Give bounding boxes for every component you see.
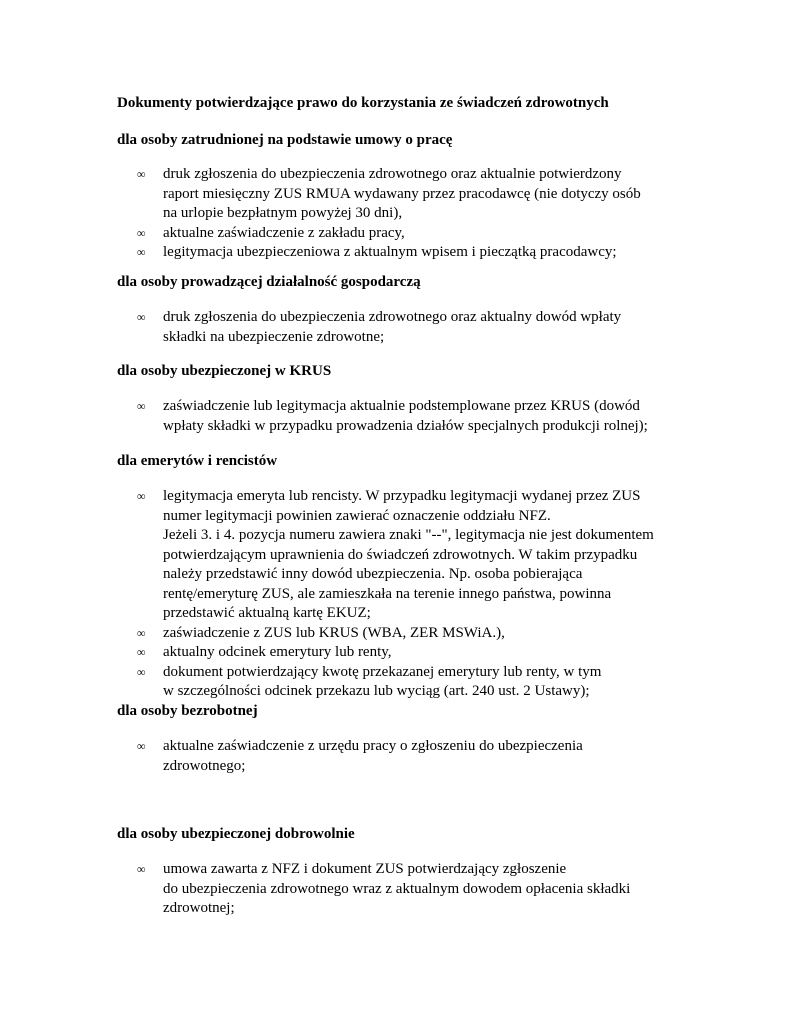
item-line: składki na ubezpieczenie zdrowotne; bbox=[163, 328, 385, 345]
bullet-list bbox=[0, 308, 621, 347]
item-line: zdrowotnej; bbox=[163, 900, 235, 916]
infinity-bullet-icon: ∞ bbox=[137, 310, 146, 324]
item-line: potwierdzającym uprawnienia do świadczeń zdrowotnych. W takim przypadku bbox=[163, 546, 638, 563]
infinity-bullet-icon: ∞ bbox=[137, 625, 146, 640]
section-heading: dla emerytów i rencistów bbox=[117, 453, 278, 469]
list-item bbox=[0, 165, 641, 224]
infinity-bullet-icon: ∞ bbox=[137, 739, 146, 753]
list-item bbox=[0, 308, 621, 347]
infinity-bullet-icon: ∞ bbox=[137, 245, 146, 259]
item-line: zaświadczenie lub legitymacja aktualnie podstemplowane przez KRUS (dowód bbox=[163, 398, 640, 414]
item-line: aktualne zaświadczenie z urzędu pracy o zgłoszeniu do ubezpieczenia bbox=[163, 738, 583, 754]
list-item bbox=[0, 663, 654, 702]
bullet-list bbox=[0, 397, 648, 436]
section-heading: dla osoby prowadzącej działalność gospodarczą bbox=[117, 274, 421, 290]
item-line: aktualne zaświadczenie z zakładu pracy, bbox=[163, 224, 405, 241]
item-line: zaświadczenie z ZUS lub KRUS (WBA, ZER MSWiA.), bbox=[163, 624, 505, 641]
item-line: rentę/emeryturę ZUS, ale zamieszkała na terenie innego państwa, powinna bbox=[163, 585, 612, 602]
infinity-bullet-icon: ∞ bbox=[137, 862, 146, 876]
bullet-list bbox=[0, 737, 583, 776]
item-line: umowa zawarta z NFZ i dokument ZUS potwierdzający zgłoszenie bbox=[163, 861, 567, 877]
item-line: raport miesięczny ZUS RMUA wydawany przez pracodawcę (nie dotyczy osób bbox=[163, 185, 641, 202]
item-line: należy przedstawić inny dowód ubezpieczenia. Np. osoba pobierająca bbox=[163, 566, 583, 582]
item-line: legitymacja ubezpieczeniowa z aktualnym wpisem i pieczątką pracodawcy; bbox=[163, 244, 617, 260]
item-line: druk zgłoszenia do ubezpieczenia zdrowotnego oraz aktualnie potwierdzony bbox=[163, 166, 622, 182]
section-heading: dla osoby ubezpieczonej w KRUS bbox=[117, 363, 332, 379]
item-line: wpłaty składki w przypadku prowadzenia działów specjalnych produkcji rolnej); bbox=[163, 417, 648, 434]
infinity-bullet-icon: ∞ bbox=[137, 225, 146, 240]
infinity-bullet-icon: ∞ bbox=[137, 645, 146, 659]
item-line: legitymacja emeryta lub rencisty. W przypadku legitymacji wydanej przez ZUS bbox=[163, 488, 641, 504]
infinity-bullet-icon: ∞ bbox=[137, 167, 146, 181]
list-item bbox=[0, 487, 654, 624]
list-item bbox=[0, 624, 654, 644]
item-line: druk zgłoszenia do ubezpieczenia zdrowotnego oraz aktualny dowód wpłaty bbox=[163, 309, 622, 325]
section-heading: dla osoby ubezpieczonej dobrowolnie bbox=[117, 826, 355, 842]
list-item bbox=[0, 643, 654, 663]
bullet-list bbox=[0, 860, 630, 919]
bullet-list bbox=[0, 165, 641, 263]
document-title: Dokumenty potwierdzające prawo do korzystania ze świadczeń zdrowotnych bbox=[117, 95, 609, 111]
item-line: dokument potwierdzający kwotę przekazanej emerytury lub renty, w tym bbox=[163, 663, 602, 680]
section-heading: dla osoby zatrudnionej na podstawie umowy o pracę bbox=[117, 132, 453, 148]
item-line: przedstawić aktualną kartę EKUZ; bbox=[163, 605, 371, 621]
list-item bbox=[0, 243, 641, 263]
item-line: w szczególności odcinek przekazu lub wyciąg (art. 240 ust. 2 Ustawy); bbox=[163, 683, 590, 699]
list-item bbox=[0, 860, 630, 919]
item-line: aktualny odcinek emerytury lub renty, bbox=[163, 644, 392, 660]
section-heading: dla osoby bezrobotnej bbox=[117, 703, 258, 719]
bullet-list bbox=[0, 487, 654, 702]
item-line: do ubezpieczenia zdrowotnego wraz z aktualnym dowodem opłacenia składki bbox=[163, 880, 631, 897]
item-line: zdrowotnego; bbox=[163, 757, 246, 774]
item-line: Jeżeli 3. i 4. pozycja numeru zawiera znaki "--", legitymacja nie jest dokumentem bbox=[163, 527, 654, 543]
list-item bbox=[0, 224, 641, 244]
list-item bbox=[0, 737, 583, 776]
item-line: numer legitymacji powinien zawierać oznaczenie oddziału NFZ. bbox=[163, 507, 551, 524]
item-line: na urlopie bezpłatnym powyżej 30 dni), bbox=[163, 205, 403, 221]
infinity-bullet-icon: ∞ bbox=[137, 399, 146, 413]
infinity-bullet-icon: ∞ bbox=[137, 489, 146, 503]
infinity-bullet-icon: ∞ bbox=[137, 664, 146, 679]
list-item bbox=[0, 397, 648, 436]
